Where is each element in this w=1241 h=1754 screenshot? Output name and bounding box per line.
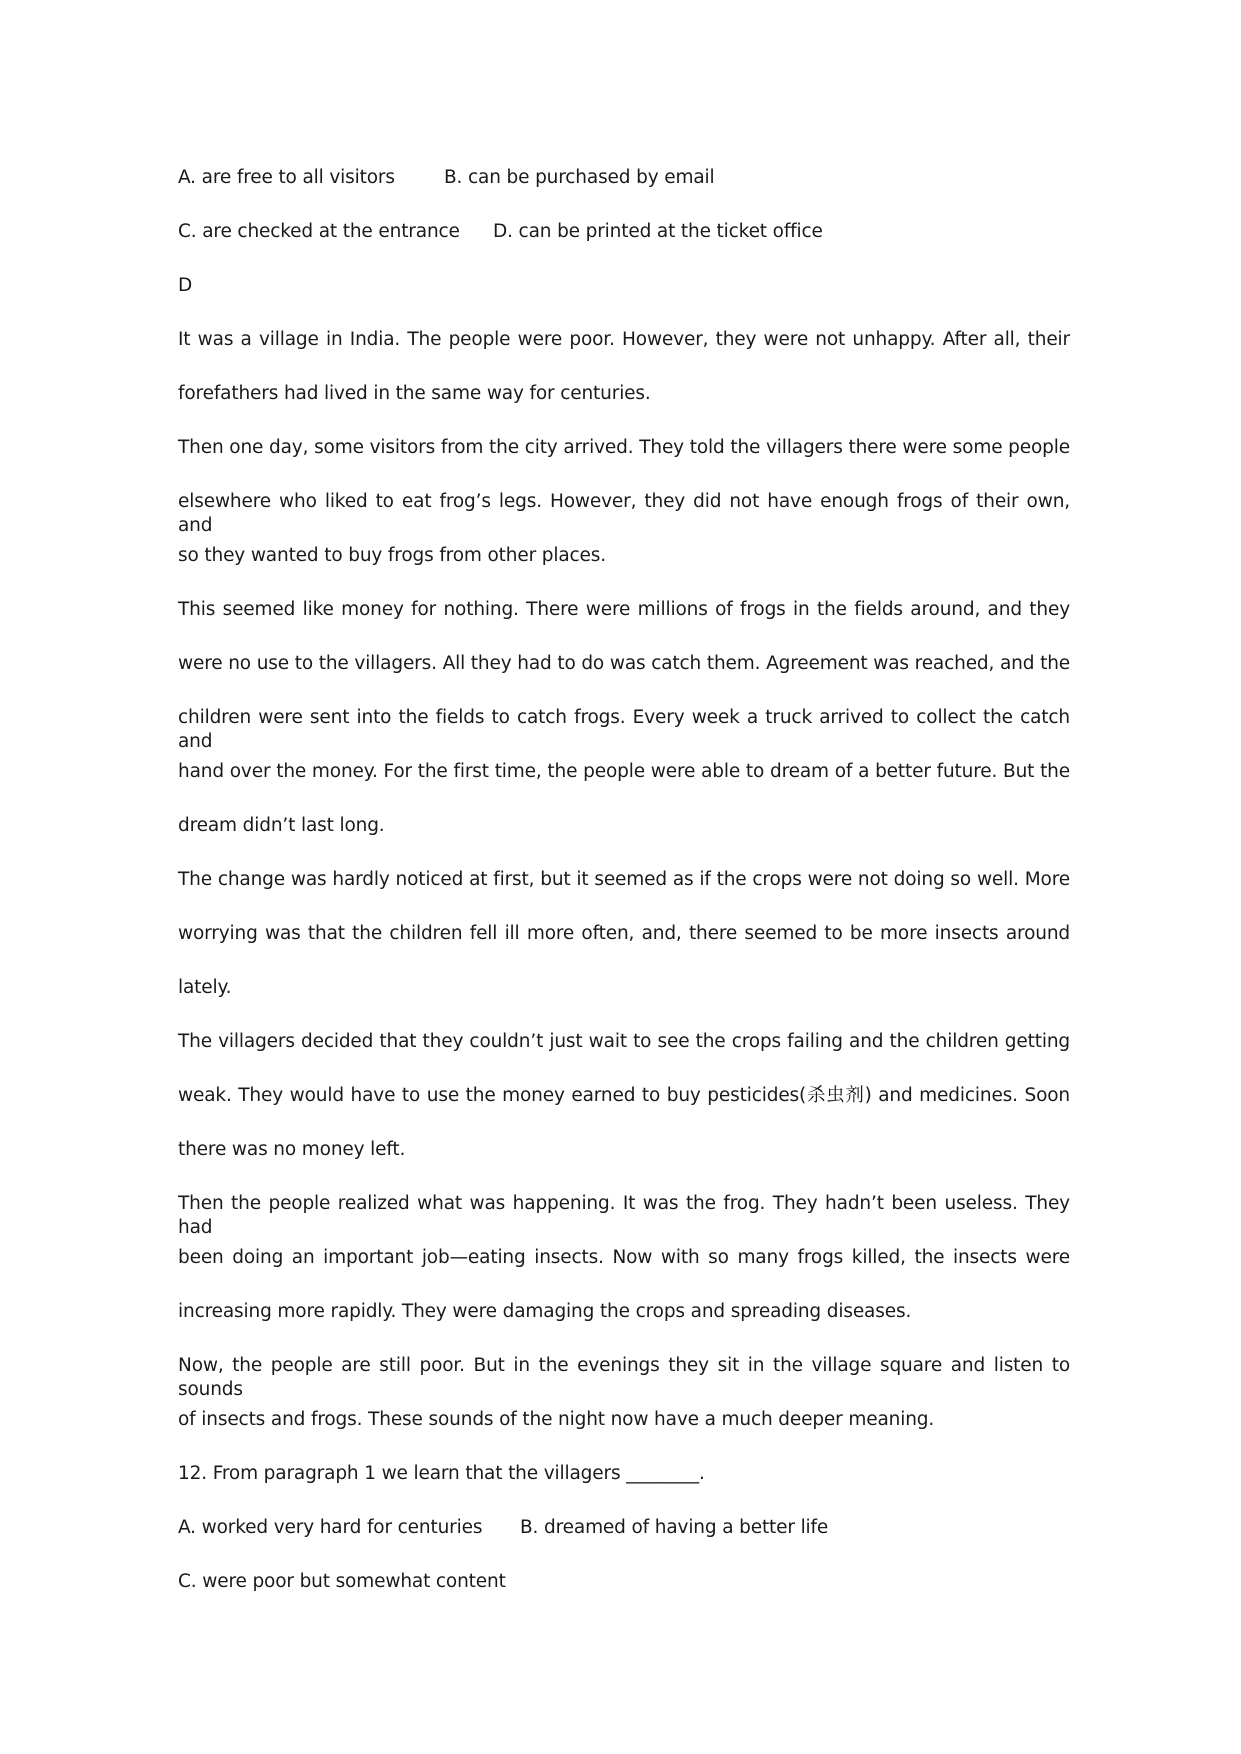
passage-line: forefathers had lived in the same way for centuries. — [178, 383, 651, 404]
passage-line: so they wanted to buy frogs from other places. — [178, 545, 607, 566]
passage-line: hand over the money. For the first time, the people were able to dream of a better future. But the — [178, 761, 1070, 782]
q12-option-a: A. worked very hard for centuries — [178, 1517, 483, 1538]
passage-line: The change was hardly noticed at first, but it seemed as if the crops were not doing so well. More — [178, 869, 1070, 890]
passage-line: been doing an important job—eating insects. Now with so many frogs killed, the insects were — [178, 1247, 1070, 1268]
option-c: C. are checked at the entrance — [178, 221, 460, 242]
option-b: B. can be purchased by email — [444, 167, 715, 188]
passage-line: The villagers decided that they couldn’t just wait to see the crops failing and the children getting — [178, 1031, 1070, 1052]
option-d: D. can be printed at the ticket office — [493, 221, 823, 242]
passage-line: there was no money left. — [178, 1139, 406, 1160]
option-a: A. are free to all visitors — [178, 167, 395, 188]
passage-line: elsewhere who liked to eat frog’s legs. However, they did not have enough frogs of their own, and — [178, 491, 1070, 536]
passage-line: Then the people realized what was happening. It was the frog. They hadn’t been useless. They had — [178, 1193, 1070, 1238]
section-label: D — [178, 275, 193, 296]
passage-line: dream didn’t last long. — [178, 815, 385, 836]
question-12-stem: 12. From paragraph 1 we learn that the villagers ________. — [178, 1463, 705, 1484]
passage-line: lately. — [178, 977, 232, 998]
passage-line: were no use to the villagers. All they had to do was catch them. Agreement was reached, and the — [178, 653, 1070, 674]
q12-option-c: C. were poor but somewhat content — [178, 1571, 506, 1592]
passage-line: of insects and frogs. These sounds of the night now have a much deeper meaning. — [178, 1409, 935, 1430]
passage-line: children were sent into the fields to catch frogs. Every week a truck arrived to collect the catch and — [178, 707, 1070, 752]
passage-line: increasing more rapidly. They were damaging the crops and spreading diseases. — [178, 1301, 912, 1322]
passage-line: It was a village in India. The people were poor. However, they were not unhappy. After all, their — [178, 329, 1070, 350]
passage-line: weak. They would have to use the money earned to buy pesticides(杀虫剂) and medicines. Soon — [178, 1085, 1070, 1106]
passage-line: Then one day, some visitors from the city arrived. They told the villagers there were some people — [178, 437, 1070, 458]
passage-line: This seemed like money for nothing. There were millions of frogs in the fields around, and they — [178, 599, 1070, 620]
passage-line: Now, the people are still poor. But in the evenings they sit in the village square and listen to sounds — [178, 1355, 1070, 1400]
passage-line: worrying was that the children fell ill more often, and, there seemed to be more insects around — [178, 923, 1070, 944]
q12-option-b: B. dreamed of having a better life — [520, 1517, 829, 1538]
